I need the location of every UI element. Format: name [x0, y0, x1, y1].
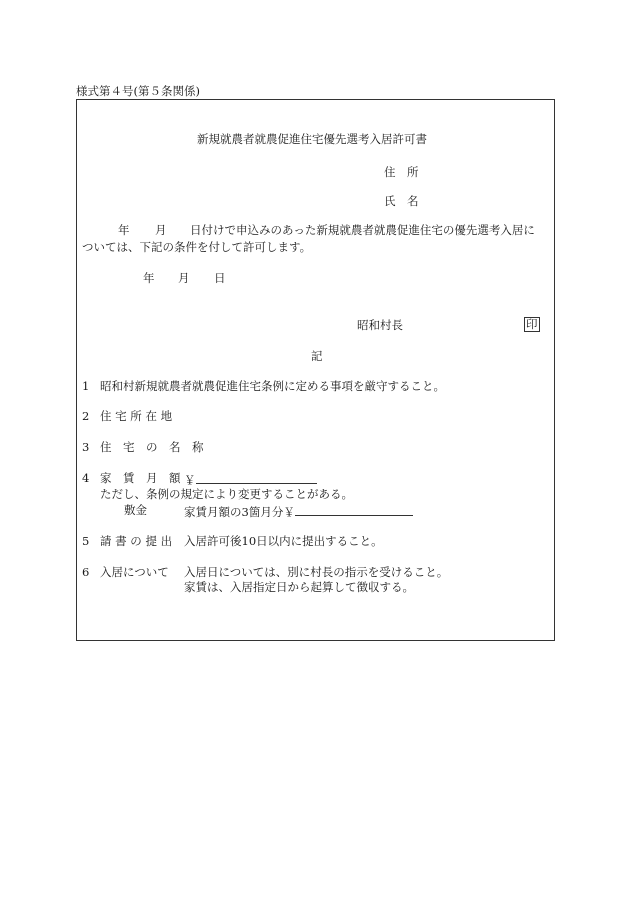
deposit-field	[184, 503, 413, 519]
item-3-label: 住 宅 の 名 称	[100, 440, 204, 454]
issue-month-label: 月	[178, 271, 190, 285]
item-5-number: 5	[82, 534, 90, 548]
document-title: 新規就農者就農促進住宅優先選考入居許可書	[197, 132, 427, 146]
seal-mark	[524, 317, 540, 332]
item-1-number: 1	[82, 379, 90, 393]
rent-blank-line	[196, 471, 317, 484]
address-label: 住 所	[384, 165, 419, 179]
item-1-label: 昭和村新規就農者就農促進住宅条例に定める事項を厳守すること。	[100, 379, 445, 393]
item-4-label: 家 賃 月 額	[100, 471, 181, 485]
application-year-label: 年	[118, 223, 130, 237]
deposit-text: 家賃月額の3箇月分￥	[184, 505, 295, 519]
item-2-number: 2	[82, 409, 90, 423]
issue-year-label: 年	[143, 271, 155, 285]
rent-note: ただし、条例の規定により変更することがある。	[100, 487, 353, 501]
item-6-number: 6	[82, 565, 90, 579]
body-text-line2: ついては、下記の条件を付して許可します。	[82, 240, 312, 254]
deposit-label: 敷金	[124, 503, 147, 517]
body-text-line1: 日付けで申込みのあった新規就農者就農促進住宅の優先選考入居に	[190, 223, 535, 237]
item-5-label: 請 書 の 提 出	[100, 534, 173, 548]
ki-heading: 記	[311, 349, 323, 363]
name-label: 氏 名	[384, 194, 419, 208]
rent-field	[184, 471, 317, 487]
issue-day-label: 日	[214, 271, 226, 285]
rent-yen-symbol: ￥	[184, 473, 196, 487]
document-frame	[76, 99, 555, 641]
item-2-label: 住 宅 所 在 地	[100, 409, 173, 423]
item-4-number: 4	[82, 471, 90, 485]
signatory: 昭和村長	[357, 318, 403, 332]
item-5-text: 入居許可後10日以内に提出すること。	[184, 534, 383, 548]
item-6-text-1: 入居日については、別に村長の指示を受けること。	[184, 565, 449, 579]
deposit-blank-line	[295, 503, 413, 516]
application-month-label: 月	[155, 223, 167, 237]
seal-mark-text: 印	[526, 317, 538, 331]
form-number: 様式第４号(第５条関係)	[76, 84, 200, 98]
item-6-label: 入居について	[100, 565, 169, 579]
item-6-text-2: 家賃は、入居指定日から起算して徴収する。	[184, 580, 414, 594]
item-3-number: 3	[82, 440, 90, 454]
